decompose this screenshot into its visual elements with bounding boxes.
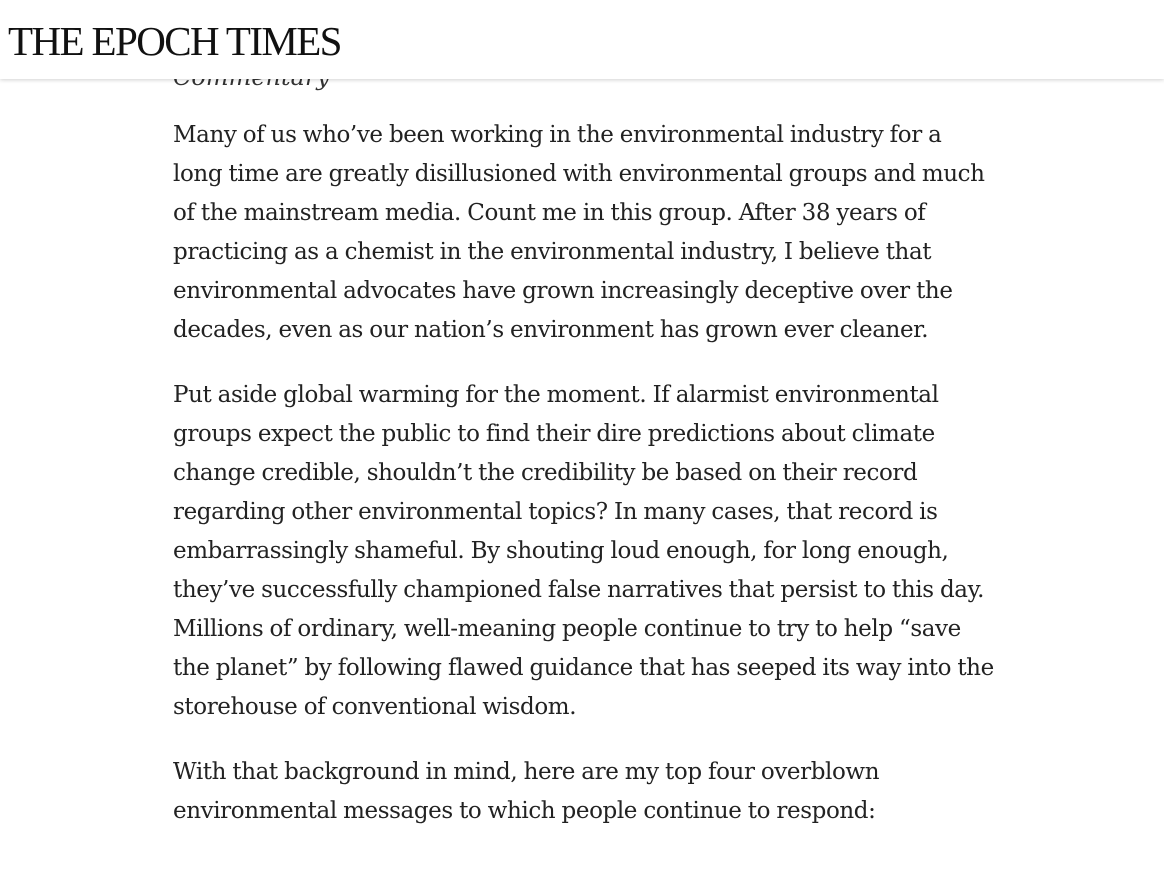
article-paragraph-1 (173, 116, 1073, 350)
paragraph-line: environmental advocates have grown increasingly deceptive over the (173, 278, 953, 304)
paragraph-line: Many of us who’ve been working in the environmental industry for a (173, 122, 942, 148)
paragraph-line: storehouse of conventional wisdom. (173, 694, 577, 720)
paragraph-line: Millions of ordinary, well-meaning people continue to try to help “save (173, 616, 961, 642)
site-logo[interactable]: THE EPOCH TIMES (8, 18, 341, 64)
paragraph-line: the planet” by following flawed guidance that has seeped its way into the (173, 655, 994, 681)
paragraph-line: they’ve successfully championed false narratives that persist to this day. (173, 577, 985, 603)
paragraph-line: With that background in mind, here are my top four overblown (173, 759, 880, 785)
article-paragraph-3 (173, 753, 1073, 831)
article-body (173, 53, 1073, 831)
site-header (0, 0, 1164, 79)
paragraph-line: practicing as a chemist in the environmental industry, I believe that (173, 239, 932, 265)
paragraph-line: of the mainstream media. Count me in this group. After 38 years of (173, 200, 926, 226)
paragraph-line: embarrassingly shameful. By shouting loud enough, for long enough, (173, 538, 949, 564)
paragraph-line: Put aside global warming for the moment. If alarmist environmental (173, 382, 939, 408)
paragraph-line: regarding other environmental topics? In many cases, that record is (173, 499, 938, 525)
paragraph-line: change credible, shouldn’t the credibility be based on their record (173, 460, 918, 486)
paragraph-line: groups expect the public to find their dire predictions about climate (173, 421, 935, 447)
paragraph-line: long time are greatly disillusioned with environmental groups and much (173, 161, 985, 187)
paragraph-line: decades, even as our nation’s environment has grown ever cleaner. (173, 317, 929, 343)
article-paragraph-2 (173, 376, 1073, 727)
paragraph-line: environmental messages to which people continue to respond: (173, 798, 876, 824)
